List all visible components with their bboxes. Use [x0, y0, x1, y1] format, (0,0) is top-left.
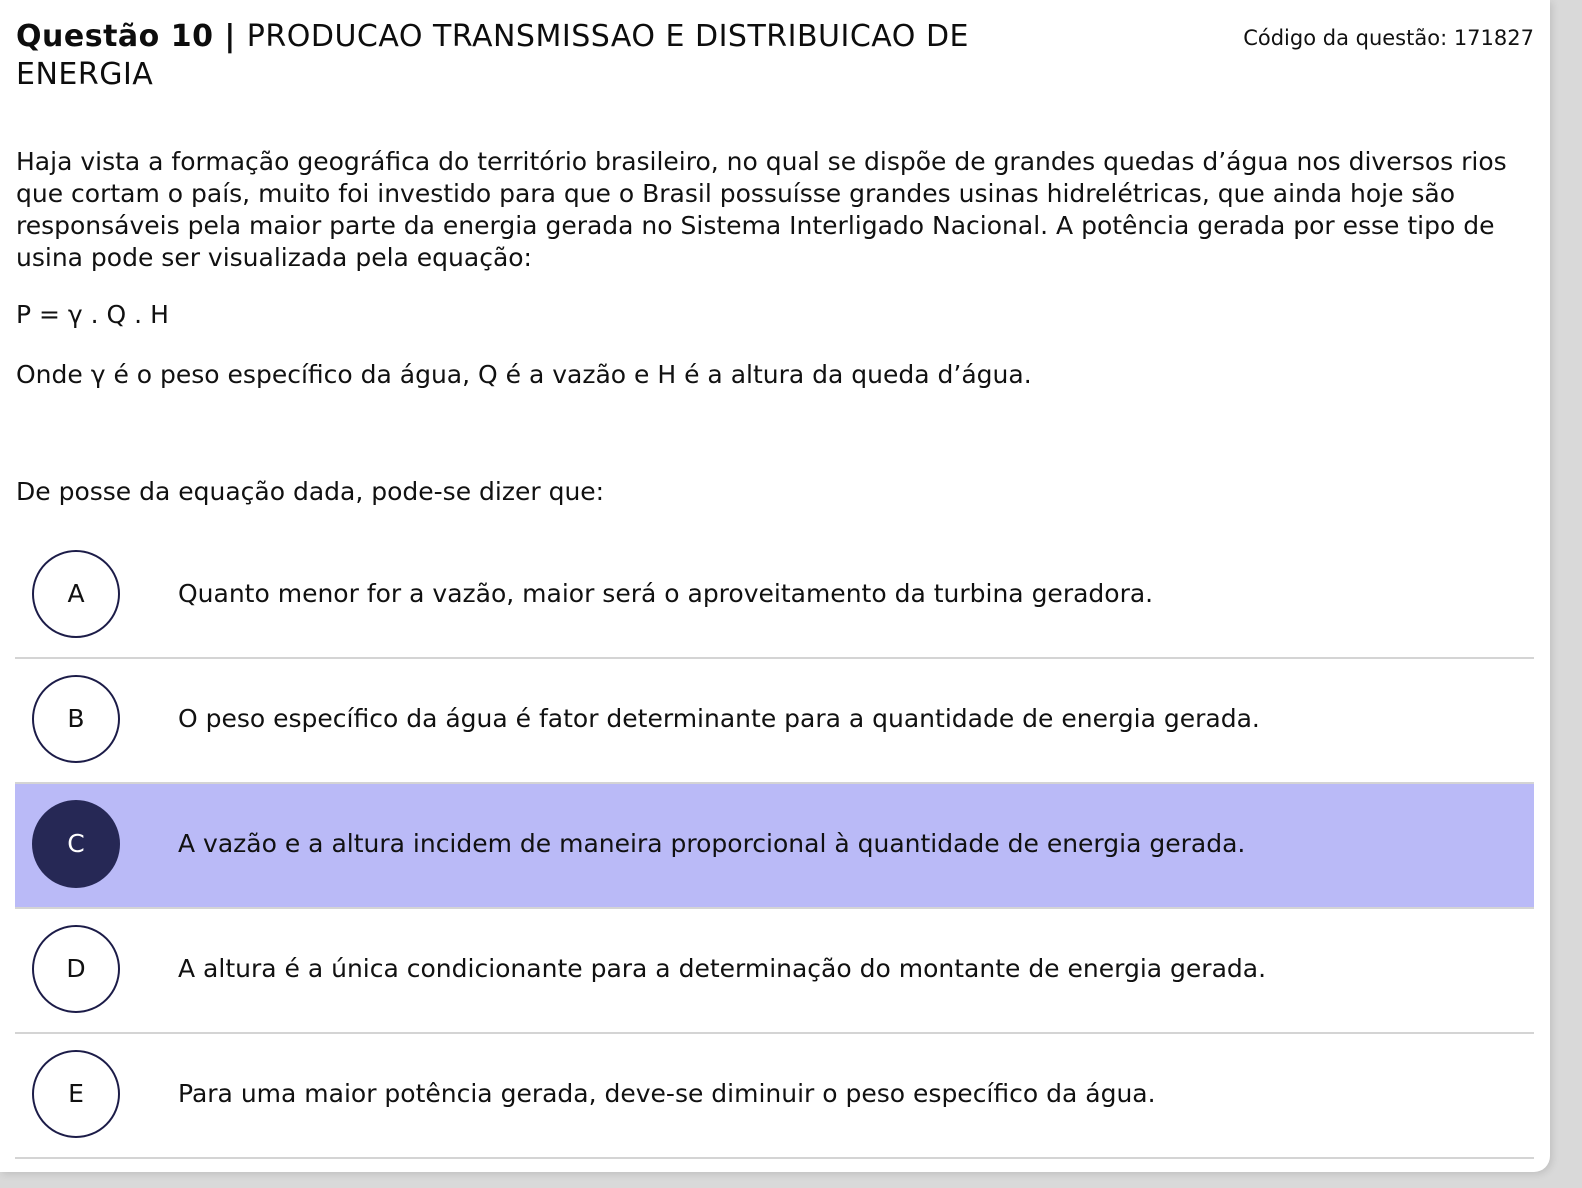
answer-option-a[interactable] — [15, 534, 1534, 659]
option-text[interactable]: A vazão e a altura incidem de maneira proporcional à quantidade de energia gerada. — [178, 829, 1246, 858]
option-text[interactable]: A altura é a única condicionante para a determinação do montante de energia gerada. — [178, 954, 1267, 983]
question-prompt: De posse da equação dada, pode-se dizer que: — [16, 477, 605, 506]
answer-option-d[interactable] — [15, 909, 1534, 1034]
option-letter-badge[interactable]: C — [32, 800, 120, 888]
option-text[interactable]: Para uma maior potência gerada, deve-se diminuir o peso específico da água. — [178, 1079, 1156, 1108]
option-letter-badge[interactable]: A — [32, 550, 120, 638]
equation-explanation: Onde γ é o peso específico da água, Q é a vazão e H é a altura da queda d’água. — [16, 360, 1032, 389]
option-letter-badge[interactable]: E — [32, 1050, 120, 1138]
question-equation: P = γ . Q . H — [16, 300, 169, 329]
question-header — [16, 18, 1534, 98]
option-text[interactable]: O peso específico da água é fator determinante para a quantidade de energia gerada. — [178, 704, 1260, 733]
question-number: Questão 10 | — [16, 19, 247, 54]
question-code: Código da questão: 171827 — [1243, 26, 1534, 50]
question-title — [16, 18, 1036, 94]
option-letter-badge[interactable]: D — [32, 925, 120, 1013]
question-statement: Haja vista a formação geográfica do território brasileiro, no qual se dispõe de grandes quedas d’água nos diversos rios que cortam o país, muito foi investido para que o Brasil possuísse grandes usinas hidrelétricas, que ainda hoje são responsáveis pela maior parte da energia gerada no Sistema Interligado Nacional. A potência gerada por esse tipo de usina pode ser visualizada pela equação: — [16, 147, 1507, 272]
answer-options — [15, 534, 1534, 1159]
question-subject: PRODUCAO TRANSMISSAO E DISTRIBUICAO DE ENERGIA — [16, 19, 970, 92]
answer-option-b[interactable] — [15, 659, 1534, 784]
answer-option-c[interactable] — [15, 784, 1534, 909]
option-text[interactable]: Quanto menor for a vazão, maior será o aproveitamento da turbina geradora. — [178, 579, 1154, 608]
option-letter-badge[interactable]: B — [32, 675, 120, 763]
answer-option-e[interactable] — [15, 1034, 1534, 1159]
